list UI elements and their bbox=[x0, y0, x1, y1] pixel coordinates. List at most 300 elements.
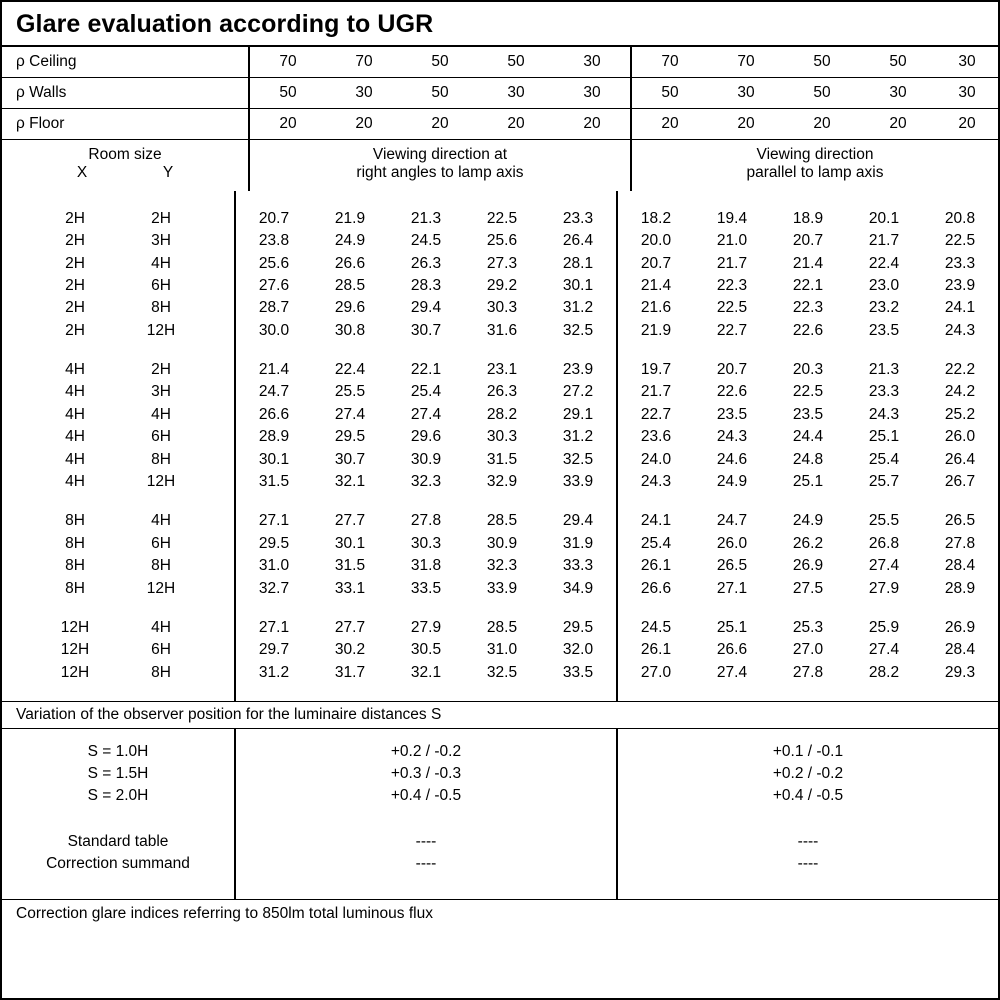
ugr-value-parallel: 27.0 bbox=[792, 641, 824, 659]
ugr-value-perpendicular: 31.2 bbox=[562, 299, 594, 317]
ugr-value-parallel: 24.6 bbox=[716, 450, 748, 468]
ugr-value-perpendicular: 28.1 bbox=[562, 254, 594, 272]
spacer-cell bbox=[846, 493, 922, 510]
ugr-value-perpendicular: 30.9 bbox=[486, 534, 518, 552]
spacer-cell bbox=[770, 342, 846, 359]
ugr-value-perpendicular: 30.1 bbox=[235, 448, 312, 470]
ugr-value-perpendicular: 22.1 bbox=[410, 361, 442, 379]
ugr-value-parallel: 27.5 bbox=[792, 579, 824, 597]
ugr-value-perpendicular: 22.5 bbox=[486, 209, 518, 227]
spacer-cell bbox=[694, 684, 770, 701]
footer-note: Correction glare indices referring to 850lm total luminous flux bbox=[16, 904, 433, 922]
cell: 30 bbox=[326, 78, 402, 109]
ugr-value-parallel: 21.3 bbox=[868, 361, 900, 379]
ugr-value-parallel: 27.4 bbox=[716, 663, 748, 681]
spacer-cell bbox=[617, 729, 998, 741]
ugr-value-parallel: 22.3 bbox=[792, 299, 824, 317]
table-row bbox=[2, 208, 998, 230]
cell: 50 bbox=[784, 78, 860, 109]
spacer-cell bbox=[770, 600, 846, 617]
table-row bbox=[2, 230, 998, 252]
ugr-value-perpendicular: 25.6 bbox=[486, 232, 518, 250]
reflectance-label-ceiling: ρ Ceiling bbox=[2, 47, 249, 78]
ugr-value-perpendicular: 24.9 bbox=[334, 232, 366, 250]
table-row-view-headers bbox=[2, 140, 998, 191]
view-par-line1: Viewing direction bbox=[756, 146, 874, 163]
table-row-floor bbox=[2, 109, 998, 140]
spacer-cell bbox=[617, 887, 998, 899]
cell: 50 bbox=[402, 78, 478, 109]
room-size-x: 4H bbox=[65, 428, 85, 446]
ugr-value-parallel: 18.9 bbox=[792, 209, 824, 227]
ugr-value-perpendicular: 31.5 bbox=[334, 557, 366, 575]
room-size-y: 4H bbox=[151, 405, 171, 423]
ugr-value-parallel: 22.2 bbox=[944, 361, 976, 379]
cell: 30 bbox=[860, 78, 936, 109]
cell: 20 bbox=[860, 109, 936, 140]
spacer-cell bbox=[770, 191, 846, 208]
cell: 20 bbox=[326, 109, 402, 140]
ugr-value-parallel: 23.5 bbox=[792, 405, 824, 423]
room-size-cell bbox=[2, 471, 235, 493]
ugr-value-perpendicular: 30.1 bbox=[334, 534, 366, 552]
room-size-cell bbox=[2, 555, 235, 577]
spacer-cell bbox=[846, 342, 922, 359]
ugr-value-parallel: 24.4 bbox=[792, 428, 824, 446]
ugr-value-parallel: 25.5 bbox=[868, 512, 900, 530]
ugr-value-parallel: 27.8 bbox=[944, 534, 976, 552]
ugr-value-parallel: 24.3 bbox=[868, 405, 900, 423]
room-size-x: 8H bbox=[65, 579, 85, 597]
cell: 30 bbox=[554, 47, 631, 78]
ugr-value-perpendicular: 29.4 bbox=[562, 512, 594, 530]
table-row bbox=[2, 533, 998, 555]
room-size-cell bbox=[2, 577, 235, 599]
ugr-value-parallel: 24.5 bbox=[617, 617, 694, 639]
ugr-value-parallel: 26.5 bbox=[944, 512, 976, 530]
ugr-value-perpendicular: 23.8 bbox=[235, 230, 312, 252]
spacer-cell bbox=[540, 684, 617, 701]
ugr-value-parallel: 21.0 bbox=[716, 232, 748, 250]
spacer-cell bbox=[388, 600, 464, 617]
spacer-row bbox=[2, 342, 998, 359]
ugr-value-perpendicular: 32.9 bbox=[486, 473, 518, 491]
spacer-cell bbox=[922, 684, 998, 701]
ugr-value-parallel: 22.5 bbox=[944, 232, 976, 250]
standard-table-label: Standard table bbox=[67, 832, 169, 850]
correction-value-parallel: ---- bbox=[617, 853, 998, 875]
cell: 70 bbox=[249, 47, 326, 78]
spacer-cell bbox=[922, 600, 998, 617]
ugr-value-parallel: 25.4 bbox=[617, 533, 694, 555]
spacer-cell bbox=[617, 493, 694, 510]
ugr-value-perpendicular: 33.9 bbox=[486, 579, 518, 597]
ugr-value-perpendicular: 21.9 bbox=[334, 209, 366, 227]
ugr-value-perpendicular: 29.1 bbox=[562, 405, 594, 423]
spacer-cell bbox=[464, 342, 540, 359]
room-size-title: Room size bbox=[88, 146, 162, 163]
spacer-row bbox=[2, 875, 998, 887]
ugr-value-parallel: 20.7 bbox=[792, 232, 824, 250]
ugr-value-parallel: 23.3 bbox=[868, 383, 900, 401]
ugr-value-parallel: 24.2 bbox=[944, 383, 976, 401]
ugr-value-perpendicular: 25.5 bbox=[334, 383, 366, 401]
ugr-value-perpendicular: 27.1 bbox=[235, 617, 312, 639]
room-size-y: 4H bbox=[151, 512, 171, 530]
room-size-y: 6H bbox=[151, 641, 171, 659]
ugr-value-perpendicular: 31.6 bbox=[486, 321, 518, 339]
ugr-value-perpendicular: 26.6 bbox=[334, 254, 366, 272]
room-size-y: 6H bbox=[151, 534, 171, 552]
ugr-value-parallel: 26.6 bbox=[617, 577, 694, 599]
room-size-x: 4H bbox=[65, 450, 85, 468]
ugr-value-perpendicular: 33.9 bbox=[562, 473, 594, 491]
table-row bbox=[2, 763, 998, 785]
ugr-value-perpendicular: 30.3 bbox=[410, 534, 442, 552]
ugr-value-perpendicular: 28.5 bbox=[334, 276, 366, 294]
ugr-value-perpendicular: 27.7 bbox=[334, 619, 366, 636]
spacer-cell bbox=[617, 684, 694, 701]
table-row bbox=[2, 662, 998, 684]
table-row bbox=[2, 510, 998, 532]
standard-value-perpendicular: ---- bbox=[235, 831, 617, 853]
ugr-value-perpendicular: 28.7 bbox=[235, 297, 312, 319]
room-size-y: 3H bbox=[151, 232, 171, 250]
room-size-cell bbox=[2, 230, 235, 252]
room-size-x: 8H bbox=[65, 512, 85, 530]
ugr-value-parallel: 25.1 bbox=[716, 619, 748, 636]
ugr-value-perpendicular: 30.8 bbox=[334, 321, 366, 339]
spacer-cell bbox=[235, 342, 312, 359]
table-row-ceiling bbox=[2, 47, 998, 78]
ugr-value-parallel: 25.1 bbox=[792, 473, 824, 491]
spacer-cell bbox=[312, 342, 388, 359]
ugr-value-perpendicular: 30.7 bbox=[334, 450, 366, 468]
ugr-value-perpendicular: 26.3 bbox=[410, 254, 442, 272]
ugr-value-parallel: 22.1 bbox=[792, 276, 824, 294]
ugr-value-perpendicular: 29.7 bbox=[235, 639, 312, 661]
ugr-value-parallel: 25.9 bbox=[868, 619, 900, 636]
room-size-cell bbox=[2, 639, 235, 661]
spacer-cell bbox=[235, 887, 617, 899]
ugr-value-parallel: 25.4 bbox=[868, 450, 900, 468]
ugr-value-parallel: 22.7 bbox=[716, 321, 748, 339]
spacer-cell bbox=[617, 875, 998, 887]
spacer-cell bbox=[464, 600, 540, 617]
spacer-row bbox=[2, 887, 998, 899]
room-size-y: 8H bbox=[151, 663, 171, 681]
ugr-value-perpendicular: 30.0 bbox=[235, 320, 312, 342]
ugr-value-parallel: 23.3 bbox=[944, 254, 976, 272]
ugr-value-perpendicular: 32.1 bbox=[410, 663, 442, 681]
ugr-value-parallel: 22.6 bbox=[792, 321, 824, 339]
ugr-value-perpendicular: 30.1 bbox=[562, 276, 594, 294]
spacer-cell bbox=[540, 600, 617, 617]
room-size-cell bbox=[2, 510, 235, 532]
room-size-y: 6H bbox=[151, 276, 171, 294]
ugr-value-perpendicular: 23.3 bbox=[562, 209, 594, 227]
spacer-row bbox=[2, 493, 998, 510]
variation-table bbox=[2, 729, 998, 899]
ugr-value-perpendicular: 31.7 bbox=[334, 663, 366, 681]
ugr-value-parallel: 23.6 bbox=[617, 426, 694, 448]
table-row bbox=[2, 471, 998, 493]
spacer-cell bbox=[235, 875, 617, 887]
variation-value-parallel: +0.1 / -0.1 bbox=[617, 741, 998, 763]
spacer-cell bbox=[235, 729, 617, 741]
ugr-value-parallel: 26.6 bbox=[716, 641, 748, 659]
spacer-cell bbox=[2, 493, 235, 510]
spacer-cell bbox=[235, 807, 617, 819]
ugr-value-perpendicular: 26.6 bbox=[235, 404, 312, 426]
ugr-value-parallel: 24.9 bbox=[792, 512, 824, 530]
room-size-y: 12H bbox=[146, 579, 176, 597]
spacer-cell bbox=[312, 600, 388, 617]
spacer-row bbox=[2, 819, 998, 831]
ugr-value-parallel: 27.4 bbox=[868, 641, 900, 659]
spacer-cell bbox=[464, 493, 540, 510]
cell: 30 bbox=[936, 78, 998, 109]
ugr-value-perpendicular: 27.1 bbox=[235, 510, 312, 532]
ugr-value-parallel: 23.9 bbox=[944, 276, 976, 294]
room-size-y: 2H bbox=[151, 209, 171, 227]
cell: 30 bbox=[708, 78, 784, 109]
cell: 20 bbox=[402, 109, 478, 140]
room-size-cell bbox=[2, 320, 235, 342]
spacer-cell bbox=[2, 807, 235, 819]
ugr-value-perpendicular: 24.5 bbox=[410, 232, 442, 250]
ugr-value-parallel: 26.0 bbox=[716, 534, 748, 552]
table-row bbox=[2, 426, 998, 448]
spacer-cell bbox=[540, 493, 617, 510]
ugr-value-perpendicular: 33.3 bbox=[562, 557, 594, 575]
ugr-value-parallel: 24.7 bbox=[716, 512, 748, 530]
spacer-row bbox=[2, 807, 998, 819]
table-row bbox=[2, 831, 998, 853]
spacer-cell bbox=[617, 191, 694, 208]
ugr-value-parallel: 22.6 bbox=[716, 383, 748, 401]
view-direction-perpendicular-header bbox=[249, 140, 631, 191]
ugr-value-perpendicular: 27.7 bbox=[334, 512, 366, 530]
ugr-value-parallel: 25.2 bbox=[944, 405, 976, 423]
table-row bbox=[2, 577, 998, 599]
ugr-value-perpendicular: 32.5 bbox=[562, 321, 594, 339]
ugr-value-parallel: 19.4 bbox=[716, 209, 748, 227]
variation-label: S = 1.5H bbox=[87, 764, 149, 782]
ugr-value-perpendicular: 30.9 bbox=[410, 450, 442, 468]
ugr-value-parallel: 28.9 bbox=[944, 579, 976, 597]
ugr-value-perpendicular: 28.9 bbox=[235, 426, 312, 448]
ugr-value-perpendicular: 32.1 bbox=[334, 473, 366, 491]
ugr-value-parallel: 26.7 bbox=[944, 473, 976, 491]
cell: 70 bbox=[631, 47, 708, 78]
spacer-row bbox=[2, 600, 998, 617]
ugr-value-parallel: 28.2 bbox=[868, 663, 900, 681]
ugr-value-perpendicular: 34.9 bbox=[562, 579, 594, 597]
ugr-value-parallel: 23.5 bbox=[868, 321, 900, 339]
room-size-cell bbox=[2, 359, 235, 381]
ugr-value-perpendicular: 31.2 bbox=[235, 662, 312, 684]
spacer-cell bbox=[2, 191, 235, 208]
ugr-value-parallel: 29.3 bbox=[944, 663, 976, 681]
spacer-cell bbox=[464, 684, 540, 701]
spacer-cell bbox=[617, 819, 998, 831]
table-row bbox=[2, 275, 998, 297]
spacer-cell bbox=[235, 493, 312, 510]
cell: 30 bbox=[936, 47, 998, 78]
ugr-value-parallel: 27.8 bbox=[792, 663, 824, 681]
ugr-value-perpendicular: 21.4 bbox=[235, 359, 312, 381]
cell: 50 bbox=[631, 78, 708, 109]
spacer-cell bbox=[2, 887, 235, 899]
ugr-value-perpendicular: 27.6 bbox=[235, 275, 312, 297]
ugr-value-perpendicular: 27.4 bbox=[410, 405, 442, 423]
ugr-value-parallel: 20.7 bbox=[617, 252, 694, 274]
ugr-value-perpendicular: 32.3 bbox=[410, 473, 442, 491]
room-size-cell bbox=[2, 426, 235, 448]
room-size-cell bbox=[2, 275, 235, 297]
axis-y-label: Y bbox=[162, 164, 174, 182]
variation-value-parallel: +0.2 / -0.2 bbox=[617, 763, 998, 785]
ugr-value-perpendicular: 29.5 bbox=[562, 619, 594, 636]
ugr-value-parallel: 21.7 bbox=[716, 254, 748, 272]
cell: 20 bbox=[249, 109, 326, 140]
ugr-value-parallel: 22.4 bbox=[868, 254, 900, 272]
spacer-cell bbox=[235, 819, 617, 831]
ugr-value-perpendicular: 30.5 bbox=[410, 641, 442, 659]
spacer-cell bbox=[235, 684, 312, 701]
room-size-x: 2H bbox=[65, 321, 85, 339]
ugr-value-perpendicular: 32.7 bbox=[235, 577, 312, 599]
cell: 20 bbox=[784, 109, 860, 140]
table-row bbox=[2, 320, 998, 342]
room-size-y: 3H bbox=[151, 383, 171, 401]
ugr-value-parallel: 26.2 bbox=[792, 534, 824, 552]
ugr-value-perpendicular: 28.2 bbox=[486, 405, 518, 423]
spacer-cell bbox=[846, 684, 922, 701]
variation-value-perpendicular: +0.3 / -0.3 bbox=[235, 763, 617, 785]
spacer-row bbox=[2, 191, 998, 208]
ugr-value-parallel: 26.8 bbox=[868, 534, 900, 552]
cell: 30 bbox=[554, 78, 631, 109]
ugr-value-parallel: 23.5 bbox=[716, 405, 748, 423]
ugr-value-parallel: 21.7 bbox=[868, 232, 900, 250]
ugr-value-parallel: 26.9 bbox=[792, 557, 824, 575]
table-row bbox=[2, 785, 998, 807]
ugr-value-parallel: 24.1 bbox=[944, 299, 976, 317]
ugr-value-parallel: 25.1 bbox=[868, 428, 900, 446]
variation-value-perpendicular: +0.4 / -0.5 bbox=[235, 785, 617, 807]
cell: 20 bbox=[478, 109, 554, 140]
reflectance-label-walls: ρ Walls bbox=[2, 78, 249, 109]
room-size-cell bbox=[2, 662, 235, 684]
ugr-value-parallel: 21.4 bbox=[792, 254, 824, 272]
spacer-cell bbox=[770, 684, 846, 701]
ugr-value-perpendicular: 28.5 bbox=[486, 619, 518, 636]
spacer-cell bbox=[2, 729, 235, 741]
room-size-x: 4H bbox=[65, 405, 85, 423]
spacer-cell bbox=[540, 191, 617, 208]
room-size-y: 12H bbox=[146, 321, 176, 339]
table-row bbox=[2, 381, 998, 403]
room-size-cell bbox=[2, 208, 235, 230]
ugr-value-perpendicular: 25.6 bbox=[235, 252, 312, 274]
room-size-cell bbox=[2, 404, 235, 426]
ugr-value-perpendicular: 32.0 bbox=[562, 641, 594, 659]
spacer-cell bbox=[2, 875, 235, 887]
ugr-value-perpendicular: 23.1 bbox=[486, 361, 518, 379]
ugr-value-parallel: 27.9 bbox=[868, 579, 900, 597]
ugr-value-parallel: 21.9 bbox=[617, 320, 694, 342]
spacer-cell bbox=[617, 807, 998, 819]
table-row bbox=[2, 297, 998, 319]
room-size-y: 12H bbox=[146, 473, 176, 491]
table-row bbox=[2, 617, 998, 639]
ugr-value-parallel: 22.5 bbox=[792, 383, 824, 401]
ugr-data-table bbox=[2, 191, 998, 701]
ugr-value-parallel: 24.1 bbox=[617, 510, 694, 532]
room-size-y: 8H bbox=[151, 450, 171, 468]
variation-value-parallel: +0.4 / -0.5 bbox=[617, 785, 998, 807]
cell: 50 bbox=[784, 47, 860, 78]
spacer-cell bbox=[312, 684, 388, 701]
ugr-value-parallel: 24.0 bbox=[617, 448, 694, 470]
spacer-cell bbox=[235, 191, 312, 208]
spacer-cell bbox=[846, 191, 922, 208]
table-row bbox=[2, 404, 998, 426]
ugr-value-perpendicular: 27.4 bbox=[334, 405, 366, 423]
room-size-y: 8H bbox=[151, 299, 171, 317]
ugr-value-parallel: 24.9 bbox=[716, 473, 748, 491]
ugr-value-perpendicular: 22.4 bbox=[334, 361, 366, 379]
room-size-x: 2H bbox=[65, 209, 85, 227]
cell: 20 bbox=[708, 109, 784, 140]
room-size-x: 2H bbox=[65, 254, 85, 272]
cell: 20 bbox=[936, 109, 998, 140]
table-row bbox=[2, 448, 998, 470]
view-par-line2: parallel to lamp axis bbox=[746, 164, 884, 182]
ugr-value-perpendicular: 31.0 bbox=[486, 641, 518, 659]
ugr-value-perpendicular: 28.5 bbox=[486, 512, 518, 530]
ugr-value-parallel: 19.7 bbox=[617, 359, 694, 381]
spacer-cell bbox=[922, 342, 998, 359]
ugr-value-parallel: 21.7 bbox=[617, 381, 694, 403]
ugr-value-parallel: 27.1 bbox=[716, 579, 748, 597]
room-size-y: 2H bbox=[151, 361, 171, 379]
room-size-x: 2H bbox=[65, 232, 85, 250]
ugr-value-parallel: 26.5 bbox=[716, 557, 748, 575]
variation-label: S = 2.0H bbox=[87, 786, 149, 804]
table-row bbox=[2, 639, 998, 661]
room-size-x: 8H bbox=[65, 534, 85, 552]
ugr-value-parallel: 28.4 bbox=[944, 557, 976, 575]
ugr-value-perpendicular: 33.1 bbox=[334, 579, 366, 597]
spacer-cell bbox=[694, 493, 770, 510]
ugr-value-parallel: 23.0 bbox=[868, 276, 900, 294]
ugr-value-parallel: 26.9 bbox=[944, 619, 976, 636]
ugr-value-perpendicular: 27.9 bbox=[410, 619, 442, 636]
ugr-value-parallel: 20.1 bbox=[868, 209, 900, 227]
spacer-cell bbox=[540, 342, 617, 359]
ugr-value-perpendicular: 30.2 bbox=[334, 641, 366, 659]
reflectance-header-table bbox=[2, 47, 998, 191]
ugr-value-perpendicular: 21.3 bbox=[410, 209, 442, 227]
room-size-cell bbox=[2, 252, 235, 274]
ugr-value-perpendicular: 29.6 bbox=[410, 428, 442, 446]
ugr-value-parallel: 24.3 bbox=[944, 321, 976, 339]
cell: 50 bbox=[249, 78, 326, 109]
correction-value-perpendicular: ---- bbox=[235, 853, 617, 875]
